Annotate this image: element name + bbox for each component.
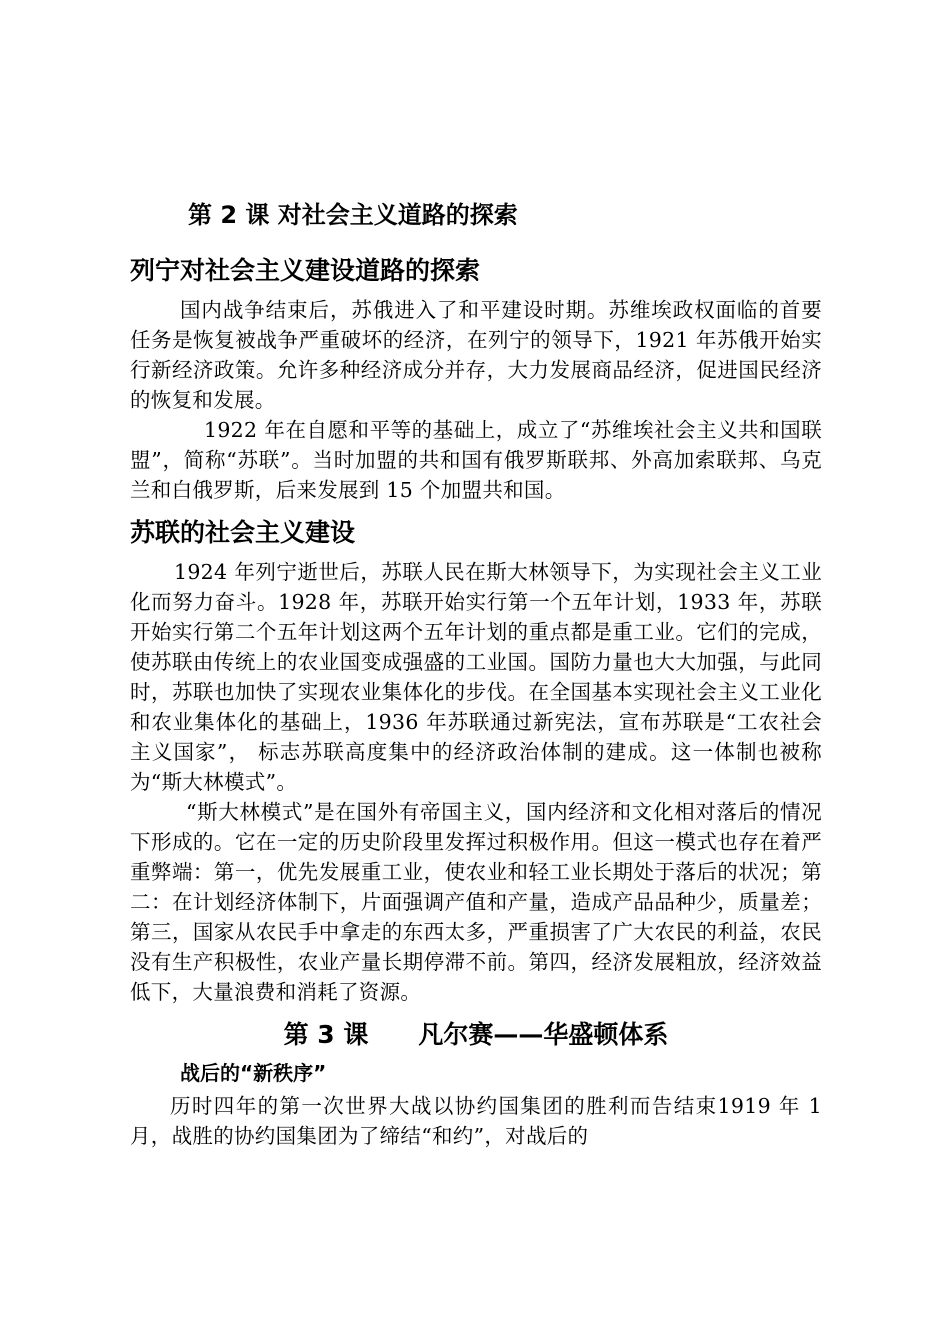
paragraph: 1922 年在自愿和平等的基础上，成立了“苏维埃社会主义共和国联盟”，简称“苏联”。当时加盟的共和国有俄罗斯联邦、外高加索联邦、乌克兰和白俄罗斯，后来发展到 15 个加盟共和国。	[130, 418, 822, 502]
lesson-2-title: 第 2 课 对社会主义道路的探索	[188, 201, 518, 229]
section-heading-new-order: 战后的“新秩序”	[180, 1061, 327, 1085]
section-heading-soviet-construction: 苏联的社会主义建设	[130, 518, 356, 547]
document-body	[130, 195, 822, 1151]
lesson-3-title: 第 3 课 凡尔赛——华盛顿体系	[283, 1020, 669, 1049]
paragraph: 国内战争结束后，苏俄进入了和平建设时期。苏维埃政权面临的首要任务是恢复被战争严重破坏的经济，在列宁的领导下，1921 年苏俄开始实行新经济政策。允许多种经济成分并存，大力发展商品经济，促进国民经济的恢复和发展。	[130, 298, 822, 412]
paragraph: 1924 年列宁逝世后，苏联人民在斯大林领导下，为实现社会主义工业化而努力奋斗。1928 年，苏联开始实行第一个五年计划，1933 年，苏联开始实行第二个五年计划这两个五年计划的重点都是重工业。它们的完成，使苏联由传统上的农业国变成强盛的工业国。国防力量也大大加强，与此同时，苏联也加快了实现农业集体化的步伐。在全国基本实现社会主义工业化和农业集体化的基础上，1936 年苏联通过新宪法，宣布苏联是“工农社会主义国家”， 标志苏联高度集中的经济政治体制的建成。这一体制也被称为“斯大林模式”。	[130, 560, 822, 794]
paragraph: “斯大林模式”是在国外有帝国主义，国内经济和文化相对落后的情况下形成的。它在一定的历史阶段里发挥过积极作用。但这一模式也存在着严重弊端：第一，优先发展重工业，使农业和轻工业长期处于落后的状况；第二：在计划经济体制下，片面强调产值和产量，造成产品品种少，质量差；第三，国家从农民手中拿走的东西太多，严重损害了广大农民的利益，农民没有生产积极性，农业产量长期停滞不前。第四，经济发展粗放，经济效益低下，大量浪费和消耗了资源。	[130, 800, 822, 1004]
paragraph: 历时四年的第一次世界大战以协约国集团的胜利而告结束1919 年 1 月，战胜的协约国集团为了缔结“和约”，对战后的	[130, 1094, 822, 1148]
section-heading-lenin: 列宁对社会主义建设道路的探索	[130, 256, 481, 285]
